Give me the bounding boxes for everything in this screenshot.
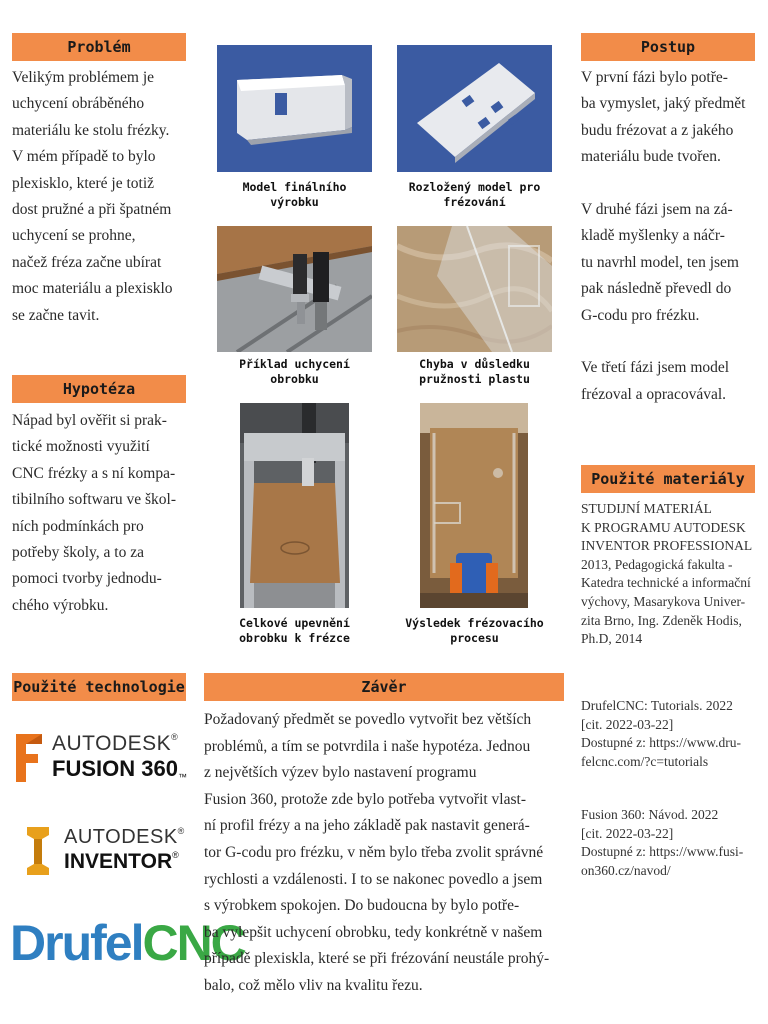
fusion-brand-mark: ® <box>171 732 179 742</box>
drufel-logo-part: Drufel <box>10 915 143 971</box>
hypothesis-text: Nápad byl ověřit si prak- tické možnosti využití CNC frézky a s ní kompa- tibilního softwaru ve škol- ních podmínkách pro potřeby školy, a to za pomoci tvorby jednodu- chého výrobku. <box>12 412 177 614</box>
materials-heading: Použité materiály <box>581 465 755 493</box>
cnc-logo-part: CNC <box>142 915 245 971</box>
plastic-error-caption: Chyba v důsledku pružnosti plastu <box>419 357 530 386</box>
result-photo <box>420 403 528 608</box>
drufelcnc-logo <box>10 912 245 974</box>
inventor-product-mark: ® <box>172 850 179 860</box>
model-exploded-caption: Rozložený model pro frézování <box>408 180 541 209</box>
inventor-brand: AUTODESK <box>64 826 178 848</box>
reference-3: Fusion 360: Návod. 2022 [cit. 2022-03-22] Dostupné z: https://www.fusi- on360.cz/navod/ <box>581 807 744 878</box>
model-final-caption: Model finálního výrobku <box>242 180 347 209</box>
model-final-image <box>217 45 372 172</box>
fusion-product: FUSION 360 <box>52 756 178 781</box>
procedure-heading: Postup <box>581 33 755 61</box>
reference-1: STUDIJNÍ MATERIÁL K PROGRAMU AUTODESK INVENTOR PROFESSIONAL 2013, Pedagogická fakulta - Katedra technické a informační výchovy, Masarykova Univer- zita Brno, Ing. Zdeněk Hodis, Ph.D, 2014 <box>581 501 753 647</box>
fusion-360-logo <box>14 730 194 786</box>
technologies-heading: Použité technologie <box>12 673 186 701</box>
overall-mount-caption: Celkové upevnění obrobku k frézce <box>239 616 350 645</box>
inventor-brand-mark: ® <box>177 826 185 836</box>
clamp-example-photo <box>217 226 372 352</box>
hypothesis-heading: Hypotéza <box>12 375 186 403</box>
inventor-product: INVENTOR <box>64 850 173 873</box>
clamp-example-caption: Příklad uchycení obrobku <box>239 357 350 386</box>
problem-text: Velikým problémem je uchycení obráběného materiálu ke stolu frézky. V mém případě to bylo plexisklo, které je totiž dost pružné a při špatném uchycení se prohne, načež fréza začne ubírat moc materiálu a plexisklo se začne tavit. <box>12 69 173 324</box>
conclusion-text: Požadovaný předmět se povedlo vytvořit bez větších problémů, a tím se potvrdila i naše hypotéza. Jednou z největších výzev bylo nastavení programu Fusion 360, protože zde bylo potřeba vytvořit vlast- ní profil frézy a na jeho základě pak nastavit generá- tor G-codu pro frézku, v něm bylo třeba zvolit správné rychlosti a vzdálenosti. I to se nakonec povedlo a jsem s výrobkem spokojen. Do budoucna by bylo potře- ba vylepšit uchycení obrobku, tedy konkrétně v našem případě plexiskla, které se při frézování neustále prohý- balo, což mělo vliv na kvalitu řezu. <box>204 711 550 994</box>
result-caption: Výsledek frézovacího procesu <box>405 616 544 645</box>
overall-mount-photo <box>240 403 349 608</box>
fusion-tm: ™ <box>177 772 187 782</box>
conclusion-heading: Závěr <box>204 673 564 701</box>
plastic-error-photo <box>397 226 552 352</box>
model-exploded-image <box>397 45 552 172</box>
reference-2: DrufelCNC: Tutorials. 2022 [cit. 2022-03-22] Dostupné z: https://www.dru- felcnc.com/?c=tutorials <box>581 698 741 769</box>
problem-heading: Problém <box>12 33 186 61</box>
fusion-logo-icon <box>14 732 44 784</box>
inventor-logo-icon <box>26 826 50 876</box>
inventor-logo <box>26 824 196 880</box>
procedure-text: V první fázi bylo potře- ba vymyslet, jaký předmět budu frézovat a z jakého materiálu bude tvořen. V druhé fázi jsem na zá- kladě myšlenky a náčr- tu navrhl model, ten jsem pak následně převedl do G-codu pro frézku. Ve třetí fázi jsem model frézoval a opracovával. <box>581 69 746 403</box>
fusion-brand: AUTODESK <box>52 732 172 755</box>
